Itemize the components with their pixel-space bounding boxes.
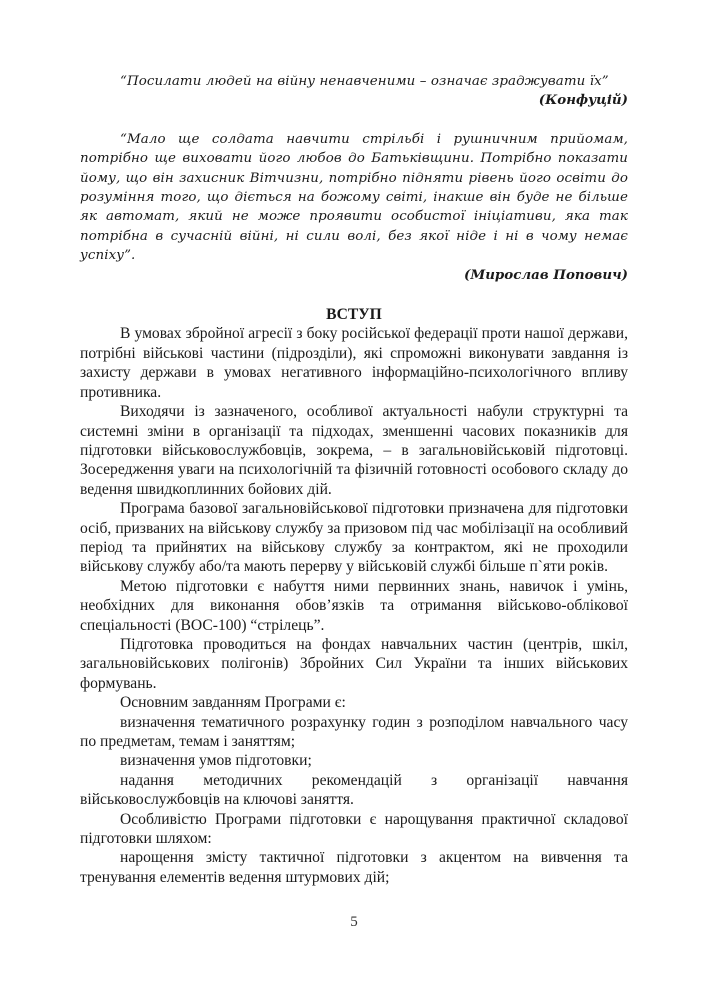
epigraph-author: (Мирослав Попович): [464, 266, 628, 283]
paragraph: Виходячи із зазначеного, особливої актуальності набули структурні та системні зміни в організації та підходах, зменшенні часових показників для підготовки військовослужбовців, зокрема, – в загальновійськовій підготовці. Зосередження уваги на психологічній та фізичній готовності особового складу до ведення швидкоплинних бойових дій.: [80, 403, 628, 498]
paragraph: Програма базової загальновійськової підготовки призначена для підготовки осіб, призваних на військову службу за призовом під час мобілізації на особливий період та прийнятих на військову службу за контрактом, які не проходили військову службу або/та мають перерву у військовій службі більше п`яти років.: [80, 500, 628, 576]
paragraph: Особливістю Програми підготовки є нарощування практичної складової підготовки шляхом:: [80, 810, 628, 848]
paragraph: Метою підготовки є набуття ними первинних знань, навичок і умінь, необхідних для виконання обов’язків та отримання військово-облікової спеціальності (ВОС-100) “стрілець”.: [80, 577, 628, 634]
section-body: [80, 324, 628, 887]
epigraph-author: (Конфуцій): [538, 92, 628, 109]
paragraph: Основним завданням Програми є:: [120, 694, 346, 712]
paragraph: Підготовка проводиться на фондах навчальних частин (центрів, шкіл, загальновійськових полігонів) Збройних Сил України та інших військових формувань.: [80, 635, 628, 692]
list-item: нарощення змісту тактичної підготовки з акцентом на вивчення та тренування елементів ведення штурмових дій;: [80, 849, 628, 886]
list-item: визначення умов підготовки;: [120, 752, 312, 770]
epigraph-quote: “Мало ще солдата навчити стрільбі і рушничним прийомам, потрібно ще виховати його любов до Батьківщини. Потрібно показати йому, що він захисник Вітчизни, потрібно підняти рівень його освіти до розуміння того, що діється на божому світі, інакше він буде не більше як автомат, який не може проявити особистої ініціативи, яка так потрібна в сучасній війні, ні сили волі, без якої ніде і ні в чому немає успіху”.: [80, 131, 628, 264]
page-number: 5: [350, 914, 358, 930]
epigraph-quote: “Посилати людей на війну ненавченими – означає зраджувати їх”: [120, 74, 609, 89]
epigraph-popovych: [80, 130, 628, 266]
list-item: надання методичних рекомендацій з організації навчання військовослужбовців на ключові заняття.: [80, 771, 628, 809]
epigraph-confucius: [80, 72, 628, 91]
list-item: визначення тематичного розрахунку годин з розподілом навчального часу по предметам, темам і заняттям;: [80, 713, 628, 750]
section-title: ВСТУП: [326, 306, 382, 324]
spacer: [80, 111, 628, 130]
spacer: [80, 285, 628, 305]
page-content: [80, 72, 628, 887]
paragraph: В умовах збройної агресії з боку російської федерації проти нашої держави, потрібні військові частини (підрозділи), які спроможні виконувати завдання із захисту держави в умовах негативного інформаційно-психологічного впливу противника.: [80, 325, 628, 401]
